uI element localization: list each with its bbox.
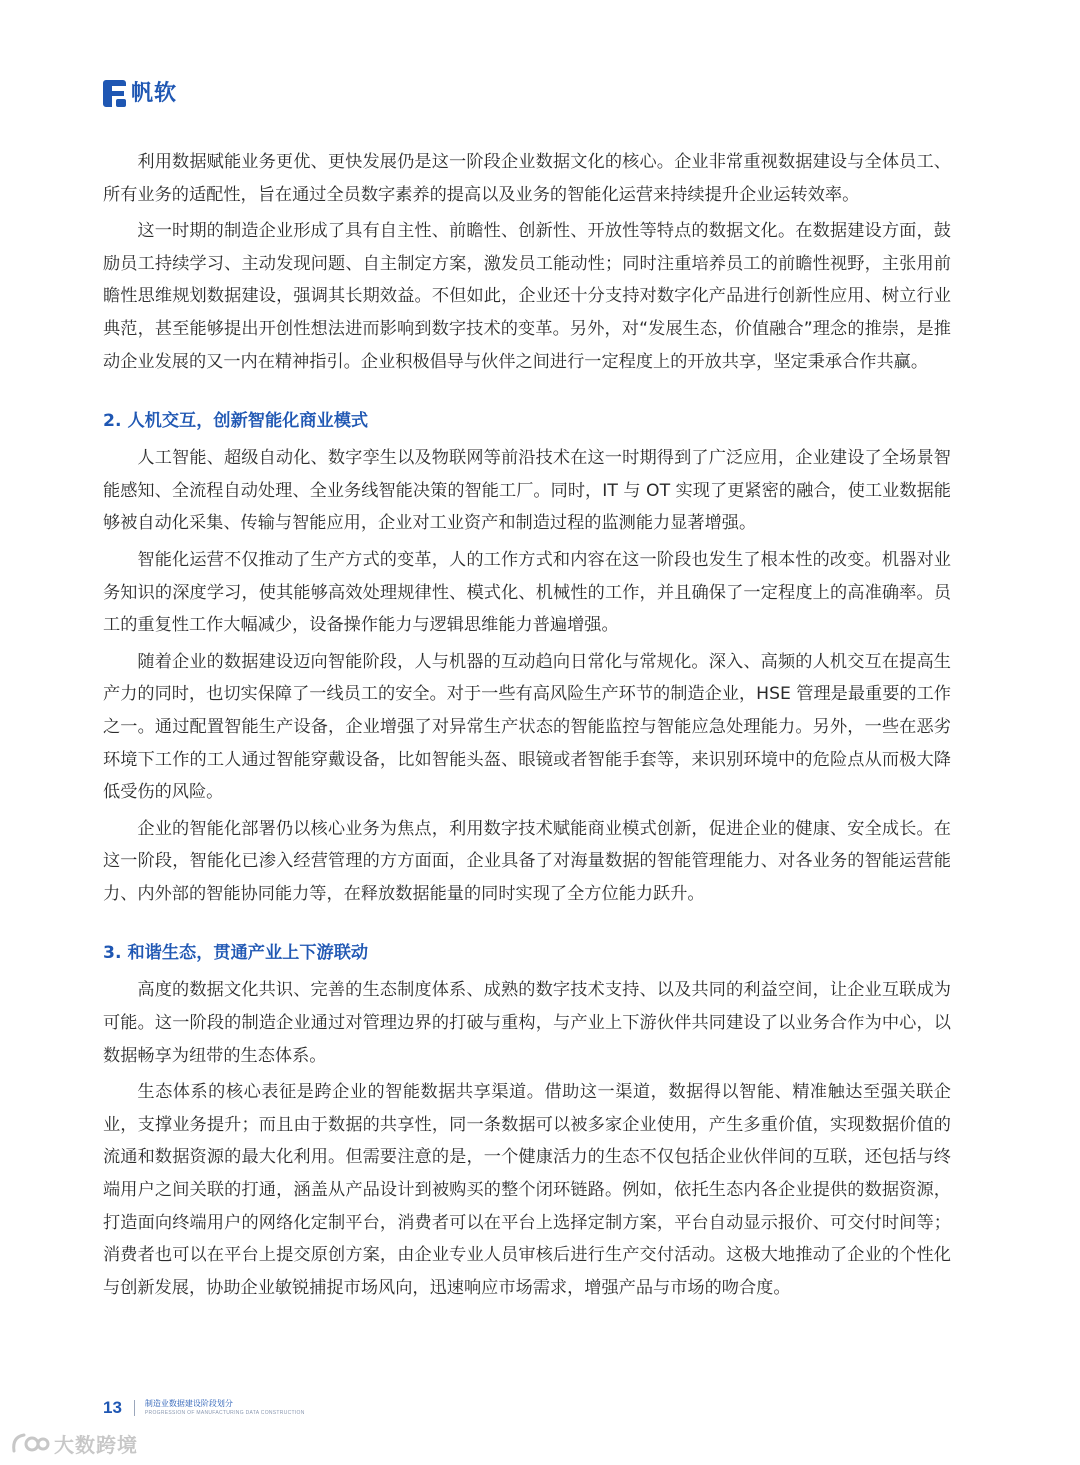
- logo-text: 帆软: [131, 81, 178, 106]
- section-2-paragraph-3: 随着企业的数据建设迈向智能阶段，人与机器的互动趋向日常化与常规化。深入、高频的人机交互在提高生产力的同时，也切实保障了一线员工的安全。对于一些有高风险生产环节的制造企业，HSE 管理是最重要的工作之一。通过配置智能生产设备，企业增强了对异常生产状态的智能监控与智能应急处理能力。另外，一些在恶劣环境下工作的工人通过智能穿戴设备，比如智能头盔、眼镜或者智能手套等，来识别环境中的危险点从而极大降低受伤的风险。: [103, 651, 951, 803]
- watermark-logo-icon: [10, 1431, 50, 1457]
- section-2-heading: 2. 人机交互，创新智能化商业模式: [103, 411, 369, 432]
- intro-paragraph-1: 利用数据赋能业务更优、更快发展仍是这一阶段企业数据文化的核心。企业非常重视数据建设与全体员工、所有业务的适配性，旨在通过全员数字素养的提高以及业务的智能化运营来持续提升企业运转效率。: [103, 152, 951, 205]
- watermark-text: 大数跨境: [54, 1433, 138, 1457]
- footer-divider: [134, 1400, 135, 1416]
- footer-title-cn: 制造业数据建设阶段划分: [144, 1399, 233, 1408]
- section-3-paragraph-1: 高度的数据文化共识、完善的生态制度体系、成熟的数字技术支持、以及共同的利益空间，让企业互联成为可能。这一阶段的制造企业通过对管理边界的打破与重构，与产业上下游伙伴共同建设了以业务合作为中心，以数据畅享为纽带的生态体系。: [103, 980, 951, 1066]
- intro-paragraph-2: 这一时期的制造企业形成了具有自主性、前瞻性、创新性、开放性等特点的数据文化。在数据建设方面，鼓励员工持续学习、主动发现问题、自主制定方案，激发员工能动性；同时注重培养员工的前瞻性视野，主张用前瞻性思维规划数据建设，强调其长期效益。不但如此，企业还十分支持对数字化产品进行创新性应用、树立行业典范，甚至能够提出开创性想法进而影响到数字技术的变革。另外，对“发展生态，价值融合”理念的推崇，是推动企业发展的又一内在精神指引。企业积极倡导与伙伴之间进行一定程度上的开放共享，坚定秉承合作共赢。: [103, 221, 951, 372]
- footer-title-en: PROGRESSION OF MANUFACTURING DATA CONSTRUCTION: [144, 1410, 305, 1416]
- footer-title: [145, 1399, 305, 1417]
- section-3-paragraph-2: 生态体系的核心表征是跨企业的智能数据共享渠道。借助这一渠道，数据得以智能、精准触达至强关联企业，支撑业务提升；而且由于数据的共享性，同一条数据可以被多家企业使用，产生多重价值，实现数据价值的流通和数据资源的最大化利用。但需要注意的是，一个健康活力的生态不仅包括企业伙伴间的互联，还包括与终端用户之间关联的打通，涵盖从产品设计到被购买的整个闭环链路。例如，依托生态内各企业提供的数据资源，打造面向终端用户的网络化定制平台，消费者可以在平台上选择定制方案，平台自动显示报价、可交付时间等；消费者也可以在平台上提交原创方案，由企业专业人员审核后进行生产交付活动。这极大地推动了企业的个性化与创新发展，协助企业敏锐捕捉市场风向，迅速响应市场需求，增强产品与市场的吻合度。: [103, 1082, 951, 1298]
- section-2-paragraph-1: 人工智能、超级自动化、数字孪生以及物联网等前沿技术在这一时期得到了广泛应用，企业建设了全场景智能感知、全流程自动处理、全业务线智能决策的智能工厂。同时，IT 与 OT 实现了更紧密的融合，使工业数据能够被自动化采集、传输与智能应用，企业对工业资产和制造过程的监测能力显著增强。: [103, 448, 951, 534]
- watermark: [10, 1429, 138, 1458]
- section-3-heading: 3. 和谐生态，贯通产业上下游联动: [103, 943, 369, 964]
- fanruan-logo-icon: [103, 80, 126, 107]
- article-body: [103, 146, 951, 1308]
- page-footer: [103, 1398, 305, 1418]
- section-2-paragraph-2: 智能化运营不仅推动了生产方式的变革，人的工作方式和内容在这一阶段也发生了根本性的改变。机器对业务知识的深度学习，使其能够高效处理规律性、模式化、机械性的工作，并且确保了一定程度上的高准确率。员工的重复性工作大幅减少，设备操作能力与逻辑思维能力普遍增强。: [103, 549, 951, 636]
- brand-logo: [103, 80, 177, 107]
- section-2-paragraph-4: 企业的智能化部署仍以核心业务为焦点，利用数字技术赋能商业模式创新，促进企业的健康、安全成长。在这一阶段，智能化已渗入经营管理的方方面面，企业具备了对海量数据的智能管理能力、对各业务的智能运营能力、内外部的智能协同能力等，在释放数据能量的同时实现了全方位能力跃升。: [103, 818, 951, 904]
- page-number: 13: [103, 1398, 122, 1417]
